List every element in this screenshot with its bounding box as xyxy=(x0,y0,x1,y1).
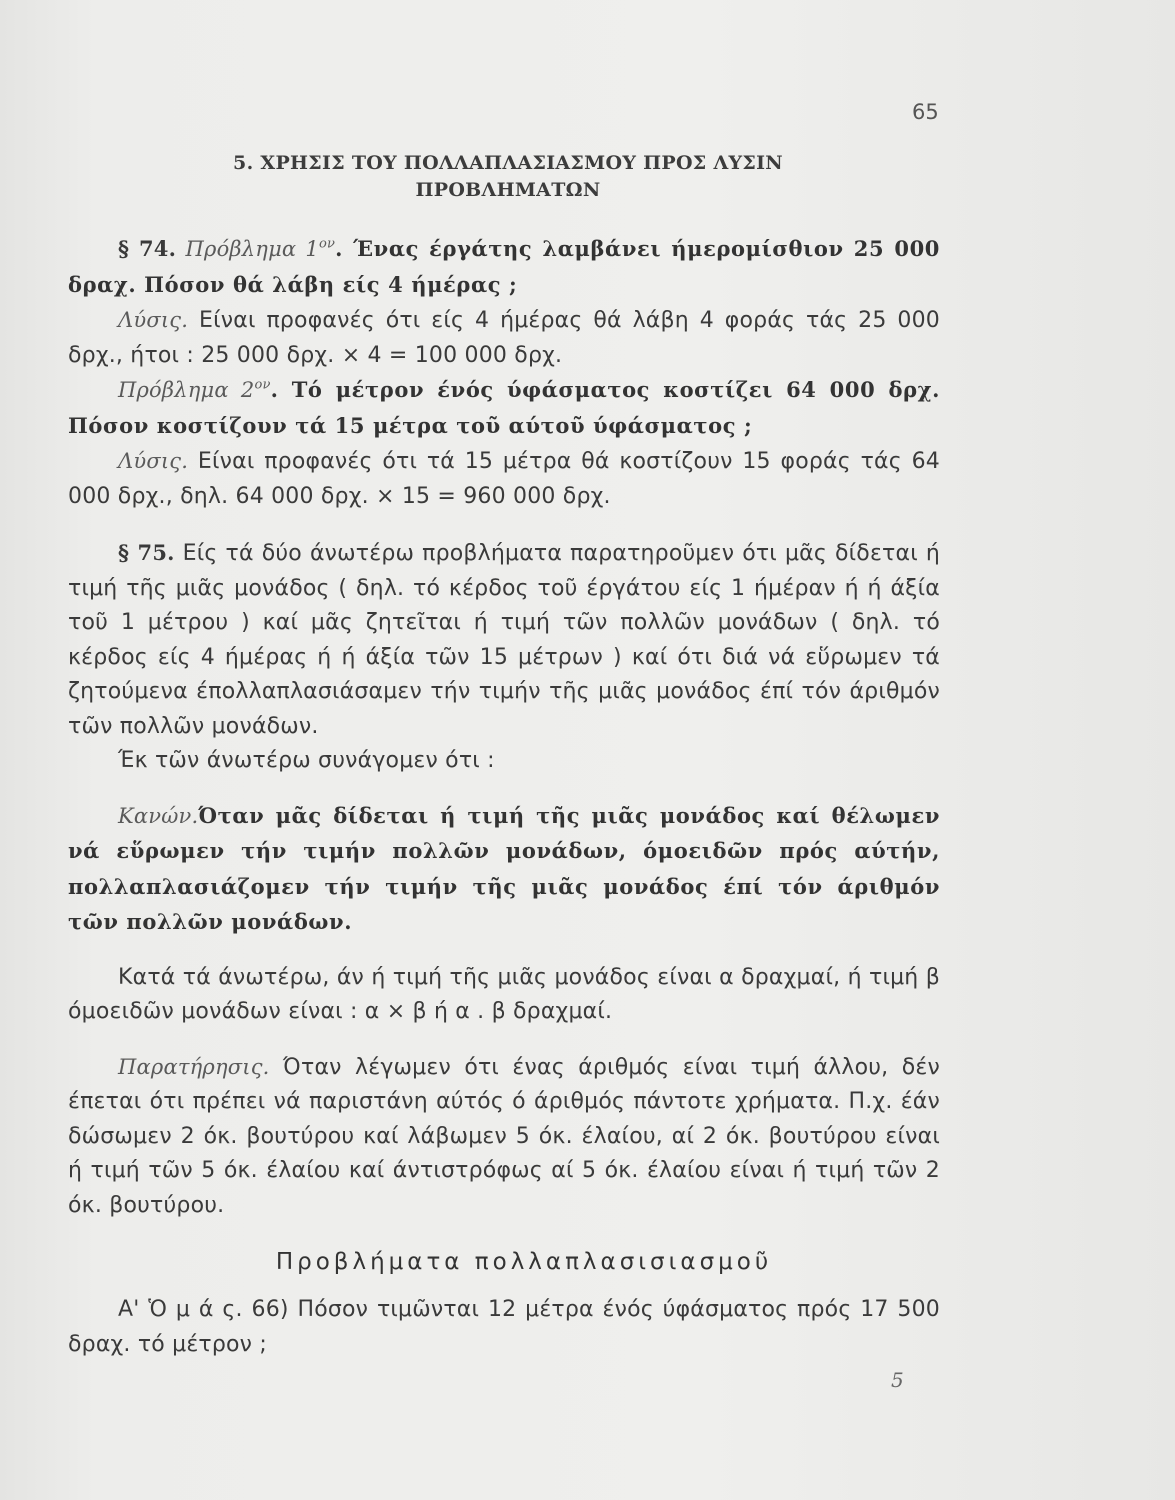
problem-1-label: Πρόβλημα 1 xyxy=(185,237,319,261)
exercises-heading: Προβλήματα πολλαπλασισιασμοῦ xyxy=(275,1249,773,1275)
section-number-74: § 74. xyxy=(118,236,177,261)
section-number-75: § 75. xyxy=(118,540,175,565)
problem-2-label: Πρόβλημα 2 xyxy=(118,378,255,402)
formula-paragraph: Κατά τά άνωτέρω, άν ή τιμή τῆς μιᾶς μονάδος είναι α δραχμαί, ή τιμή β όμοειδῶν μονάδων είναι : α × β ή α . β δραχμαί. xyxy=(68,964,940,1024)
page-content xyxy=(68,232,940,1362)
problem-1-paragraph xyxy=(68,232,940,303)
section-75-text: Είς τά δύο άνωτέρω προβλήματα παρατηροῦμεν ότι μᾶς δίδεται ή τιμή τῆς μιᾶς μονάδος ( δηλ. τό κέρδος τοῦ έργάτου είς 1 ήμέραν ή ή άξία τοῦ 1 μέτρου ) καί μᾶς ζητεῖται ή τιμή τῶν πολλῶν μονάδων ( δηλ. τό κέρδος είς 4 ήμέρας ή ή άξία τῶν 15 μέτρων ) καί ότι διά νά εὕρωμεν τά ζητούμενα έπολλαπλασιάσαμεν τήν τιμήν τῆς μιᾶς μονάδος έπί τόν άριθμόν τῶν πολλῶν μονάδων. xyxy=(68,541,940,739)
section-75-paragraph xyxy=(68,536,940,744)
exercise-group-label: Α' Ὁ μ ά ς. xyxy=(118,1297,243,1322)
signature-mark: 5 xyxy=(891,1368,904,1392)
section-title-line-2: ΠΡΟΒΛΗΜΑΤΩΝ xyxy=(415,179,601,201)
remark-text: Όταν λέγωμεν ότι ένας άριθμός είναι τιμή άλλου, δέν έπεται ότι πρέπει νά παριστάνη αύτός ό άριθμός πάντοτε χρήματα. Π.χ. έάν δώσωμεν 2 όκ. βουτύρου καί λάβωμεν 5 όκ. έλαίου, αί 2 όκ. βουτύρου είναι ή τιμή τῶν 5 όκ. έλαίου καί άντιστρόφως αί 5 όκ. έλαίου είναι ή τιμή τῶν 2 όκ. βουτύρου. xyxy=(68,1054,940,1218)
spacer xyxy=(68,514,940,536)
spacer xyxy=(68,779,940,799)
problem-2-text: . Τό μέτρον ένός ύφάσματος κοστίζει 64 000 δρχ. Πόσον κοστίζουν τά 15 μέτρα τοῦ αύτοῦ ύφάσματος ; xyxy=(68,377,940,438)
solution-2-text: Είναι προφανές ότι τά 15 μέτρα θά κοστίζουν 15 φοράς τάς 64 000 δρχ., δηλ. 64 000 δρχ. × 15 = 960 000 δρχ. xyxy=(68,449,940,509)
remark-label: Παρατήρησις. xyxy=(118,1054,270,1079)
section-title xyxy=(158,150,858,204)
spacer xyxy=(68,941,940,961)
exercise-66 xyxy=(68,1293,940,1362)
problem-2-paragraph xyxy=(68,373,940,444)
spacer xyxy=(68,1030,940,1050)
spacer xyxy=(68,1223,940,1245)
problem-1-solution xyxy=(68,303,940,373)
rule-text: Όταν μᾶς δίδεται ή τιμή τῆς μιᾶς μονάδος καί θέλωμεν νά εὕρωμεν τήν τιμήν πολλῶν μονάδων, όμοειδῶν πρός αύτήν, πολλαπλασιάζομεν τήν τιμήν τῆς μιᾶς μονάδος έπί τόν άριθμόν τῶν πολλῶν μονάδων. xyxy=(68,802,940,934)
problem-1-text: . Ένας έργάτης λαμβάνει ήμερομίσθιον 25 000 δραχ. Πόσον θά λάβη είς 4 ήμέρας ; xyxy=(68,236,940,297)
rule-label: Κανών. xyxy=(118,803,199,828)
solution-1-text: Είναι προφανές ότι είς 4 ήμέρας θά λάβη 4 φοράς τάς 25 000 δρχ., ήτοι : 25 000 δρχ. × 4 = 100 000 δρχ. xyxy=(68,308,940,368)
section-title-line-1: 5. ΧΡΗΣΙΣ ΤΟΥ ΠΟΛΛΑΠΛΑΣΙΑΣΜΟΥ ΠΡΟΣ ΛΥΣΙΝ xyxy=(233,152,783,174)
solution-2-label: Λύσις. xyxy=(118,449,189,473)
problem-2-ordinal: ον xyxy=(254,377,271,393)
page-number: 65 xyxy=(912,100,939,124)
solution-1-label: Λύσις. xyxy=(118,308,189,332)
problem-2-solution xyxy=(68,444,940,514)
spacer xyxy=(68,1279,940,1293)
problem-1-ordinal: ον xyxy=(318,236,336,252)
conclusion-line: Έκ τῶν άνωτέρω συνάγομεν ότι : xyxy=(118,748,495,773)
remark-paragraph xyxy=(68,1050,940,1224)
rule-paragraph xyxy=(68,799,940,941)
exercise-66-text: 66) Πόσον τιμῶνται 12 μέτρα ένός ύφάσματος πρός 17 500 δραχ. τό μέτρον ; xyxy=(68,1297,940,1357)
